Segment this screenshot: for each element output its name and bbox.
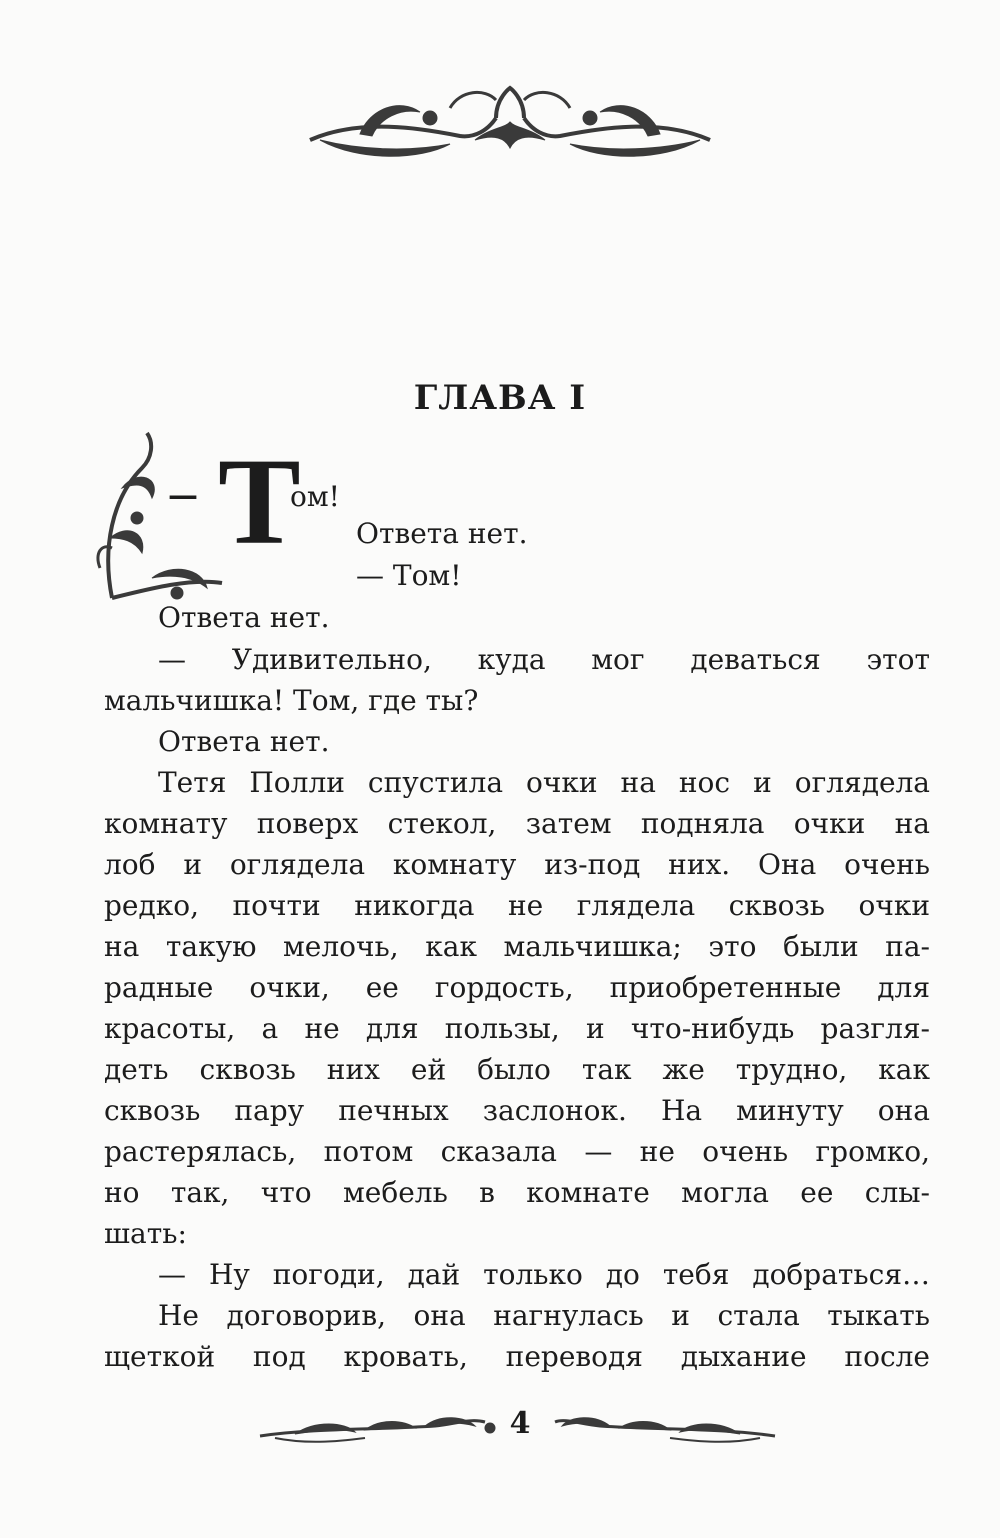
drop-cap: Т (218, 433, 301, 570)
text-line: комнату поверх стекол, затем подняла очки на (104, 807, 930, 840)
text-line: Не договорив, она нагнулась и стала тыкать (158, 1299, 930, 1332)
page-number: 4 (509, 1406, 531, 1441)
text-line: щеткой под кровать, переводя дыхание после (104, 1340, 930, 1373)
text-line: мальчишка! Том, где ты? (104, 684, 479, 717)
text-line: красоты, а не для пользы, и что-нибудь разгля- (104, 1012, 930, 1045)
text-line: радные очки, ее гордость, приобретенные для (104, 971, 930, 1004)
text-line: сквозь пару печных заслонок. На минуту она (104, 1094, 930, 1127)
text-line: — Том! (356, 559, 462, 592)
corner-ornament-icon (92, 428, 232, 608)
opening-dash: — (168, 478, 198, 513)
chapter-title: ГЛАВА I (413, 378, 587, 418)
text-line: растерялась, потом сказала — не очень громко, (104, 1135, 930, 1168)
text-line: — Удивительно, куда мог деваться этот (158, 643, 930, 676)
text-line: Ответа нет. (158, 601, 330, 634)
text-line: лоб и оглядела комнату из-под них. Она очень (104, 848, 930, 881)
footer-ornament-right-icon (550, 1408, 780, 1448)
text-line: Тетя Полли спустила очки на нос и оглядела (158, 766, 930, 799)
top-ornament-icon (300, 78, 720, 168)
text-line: редко, почти никогда не глядела сквозь очки (104, 889, 930, 922)
text-line: — Ну погоди, дай только до тебя добраться… (158, 1258, 930, 1291)
text-line: Ответа нет. (356, 517, 528, 550)
text-line: но так, что мебель в комнате могла ее слы- (104, 1176, 930, 1209)
text-line: на такую мелочь, как мальчишка; это были па- (104, 930, 930, 963)
text-line: шать: (104, 1217, 187, 1250)
text-line: деть сквозь них ей было так же трудно, как (104, 1053, 930, 1086)
text-line: Ответа нет. (158, 725, 330, 758)
first-word-rest: ом! (290, 480, 340, 513)
footer-ornament-left-icon (255, 1408, 500, 1448)
